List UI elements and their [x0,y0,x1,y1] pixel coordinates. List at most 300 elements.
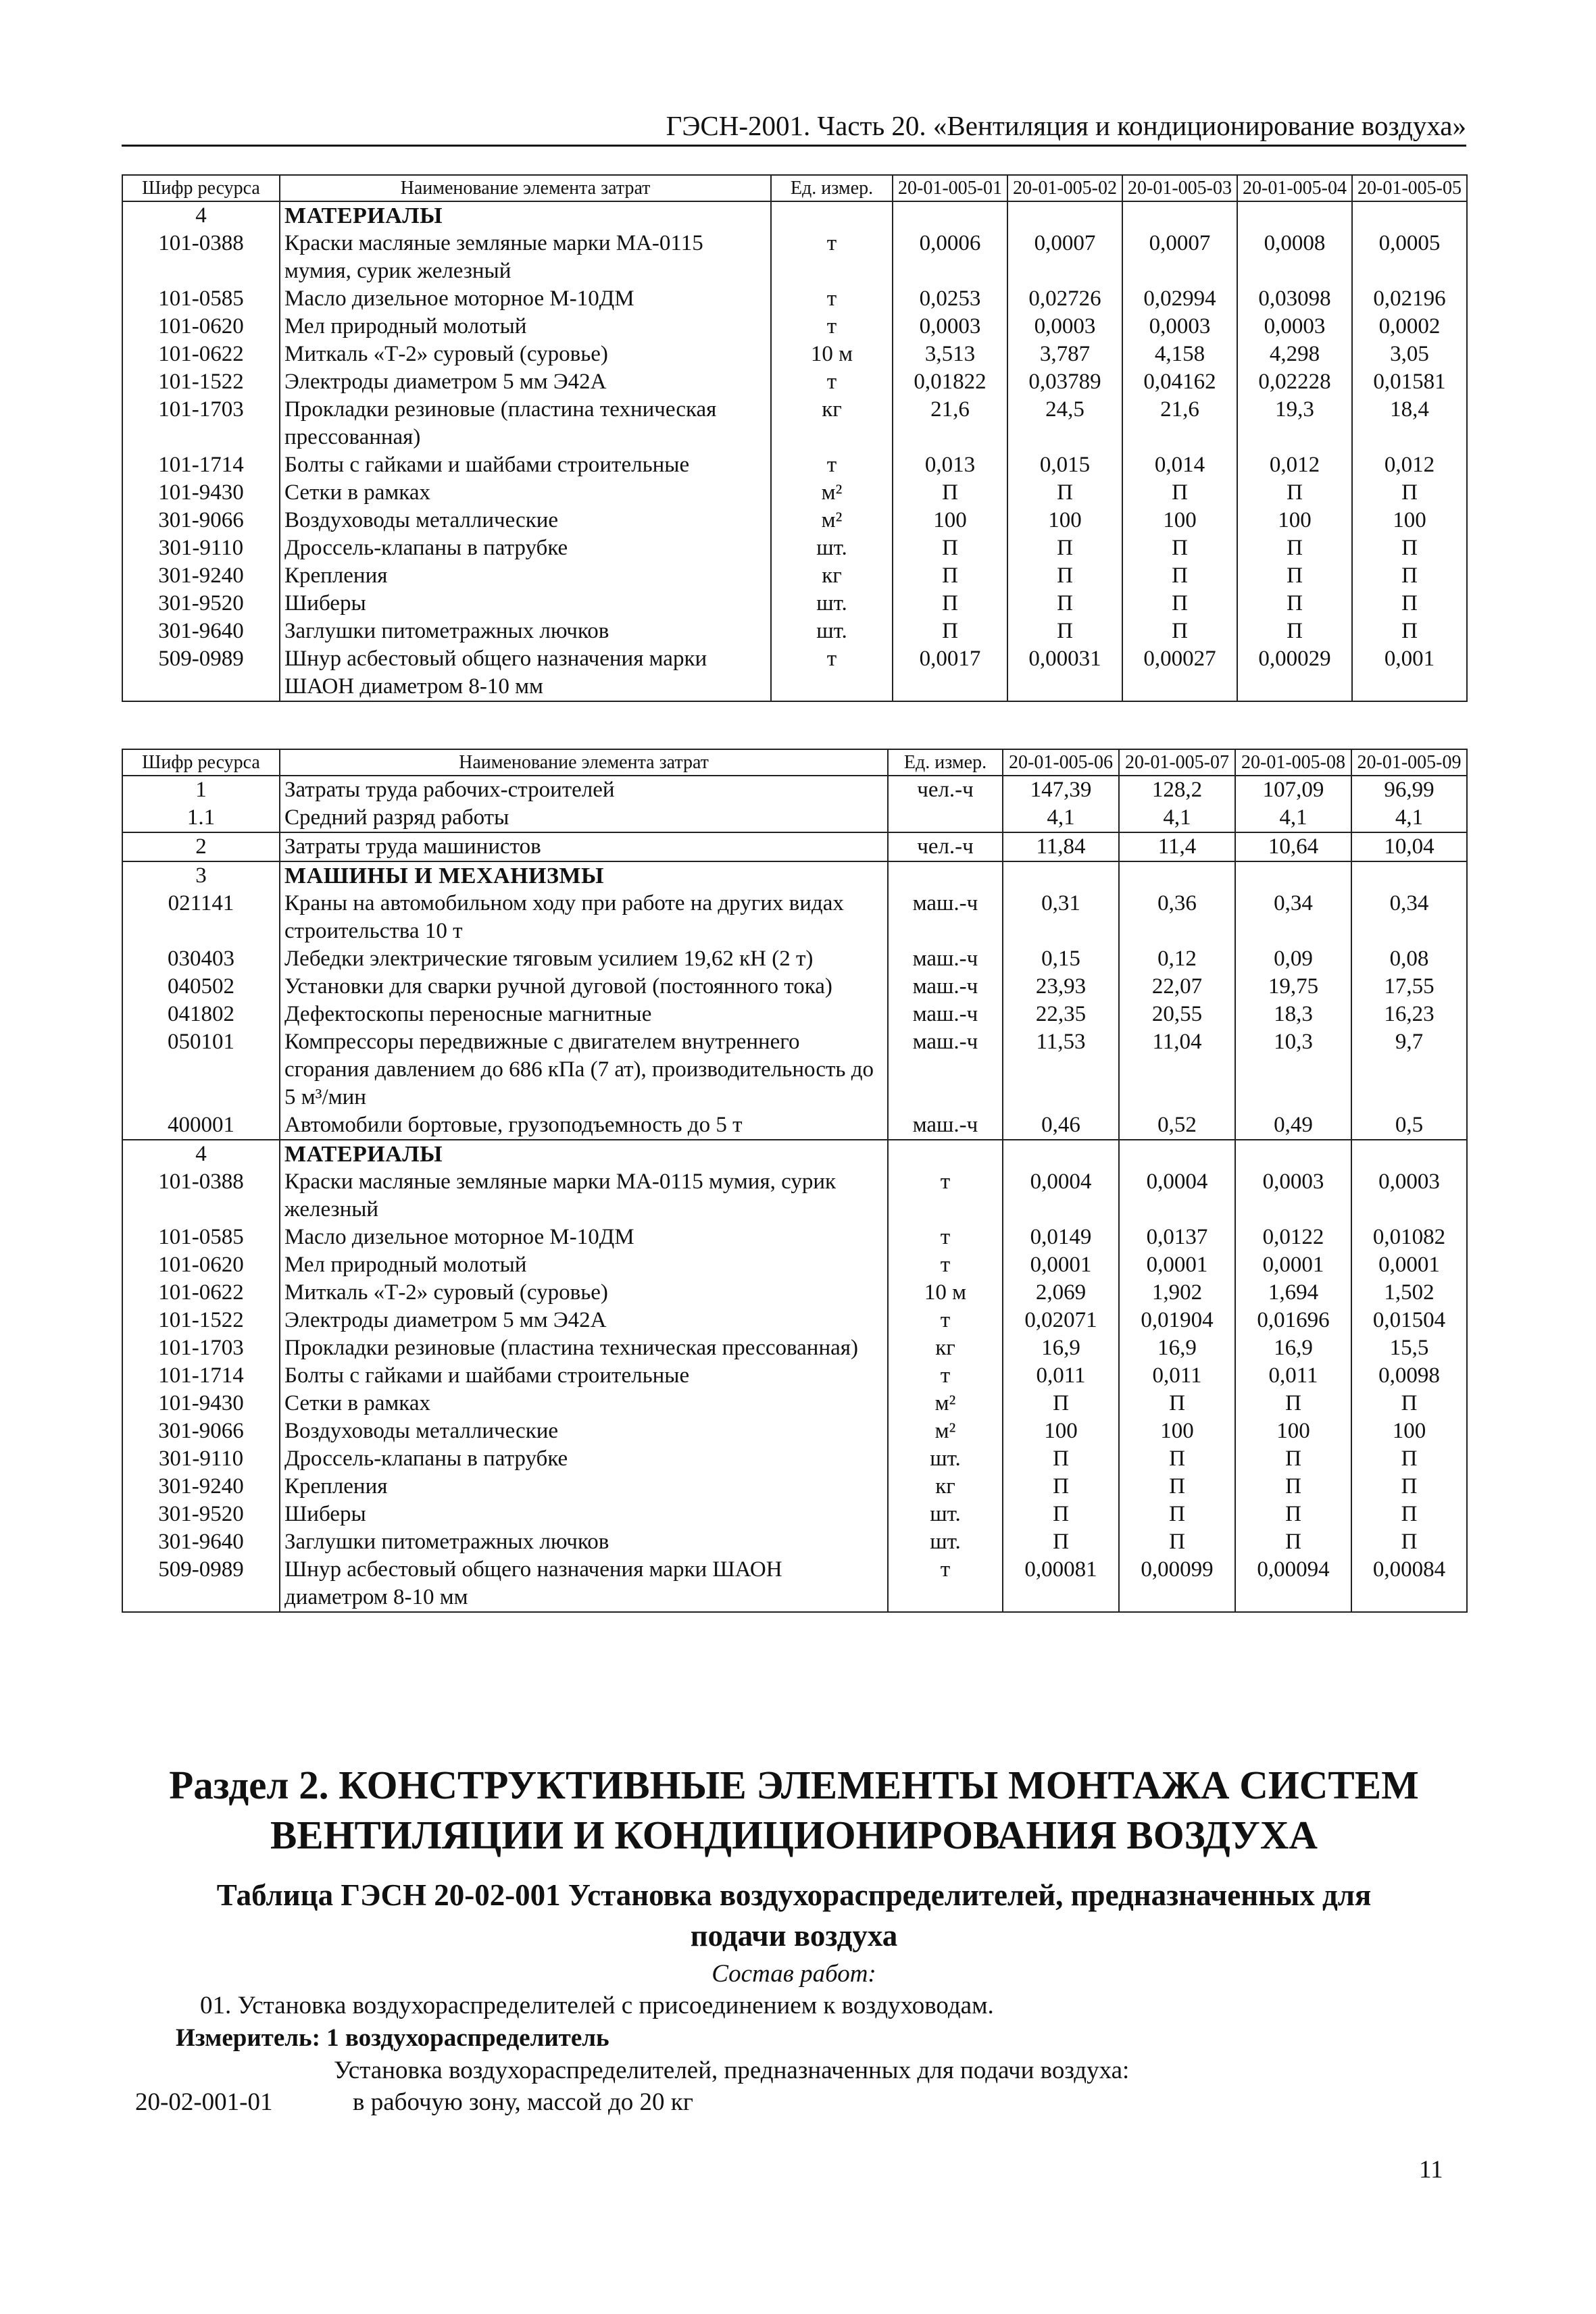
unit-cell: т [771,313,893,341]
value-cell: 0,012 [1237,451,1352,479]
value-cell: 4,298 [1237,341,1352,368]
resource-name: Средний разряд работы [280,804,888,832]
value-cell: 16,23 [1351,1001,1467,1028]
value-cell: 0,09 [1235,945,1351,973]
value-cell: 0,0001 [1351,1251,1467,1279]
unit-cell: т [888,1168,1003,1224]
value-cell: 0,0007 [1007,230,1122,285]
value-cell: П [1122,479,1237,507]
resource-name: Шнур асбестовый общего назначения марки ШАОН диаметром 8-10 мм [280,1556,888,1612]
value-cell: 0,04162 [1122,368,1237,396]
value-cell: 0,0004 [1003,1168,1119,1224]
resource-name: Шиберы [280,590,771,618]
resource-name: Масло дизельное моторное М-10ДМ [280,285,771,313]
resource-name: МАТЕРИАЛЫ [280,1140,888,1168]
table-row [122,645,1467,701]
value-cell: П [1007,534,1122,562]
resource-name: Масло дизельное моторное М-10ДМ [280,1224,888,1251]
value-cell: П [1237,534,1352,562]
value-cell: 0,0253 [893,285,1007,313]
unit-cell: маш.-ч [888,973,1003,1001]
value-cell: 0,0003 [893,313,1007,341]
value-cell: 0,34 [1235,890,1351,945]
value-cell: П [1122,618,1237,645]
unit-cell: м² [888,1417,1003,1445]
unit-cell: кг [888,1473,1003,1501]
column-header: Ед. измер. [771,175,893,201]
value-cell: 0,014 [1122,451,1237,479]
section-title-line-1: Раздел 2. КОНСТРУКТИВНЫЕ ЭЛЕМЕНТЫ МОНТАЖА СИСТЕМ [169,1763,1419,1807]
table-row [122,1556,1467,1612]
unit-cell: кг [888,1334,1003,1362]
value-cell: 0,01082 [1351,1224,1467,1251]
value-cell: П [1119,1390,1235,1417]
resource-code: 101-1522 [122,1307,280,1334]
value-cell [1237,201,1352,230]
resource-name: Краски масляные земляные марки МА-0115 мумия, сурик железный [280,1168,888,1224]
value-cell: 3,513 [893,341,1007,368]
value-cell: 0,12 [1119,945,1235,973]
value-cell: 0,011 [1003,1362,1119,1390]
unit-cell: 10 м [771,341,893,368]
value-cell: 0,52 [1119,1111,1235,1140]
value-cell: 0,00027 [1122,645,1237,701]
resource-name: Прокладки резиновые (пластина техническая прессованная) [280,396,771,451]
unit-cell: кг [771,562,893,590]
unit-cell: т [771,285,893,313]
value-cell [1119,1140,1235,1168]
unit-cell [771,201,893,230]
value-cell: 1,694 [1235,1279,1351,1307]
resource-code: 040502 [122,973,280,1001]
column-header: 20-01-005-06 [1003,749,1119,776]
unit-cell: т [888,1556,1003,1612]
resource-code: 101-9430 [122,479,280,507]
value-cell: 96,99 [1351,776,1467,804]
value-cell: П [1119,1473,1235,1501]
table-row [122,1501,1467,1528]
resource-name: Сетки в рамках [280,1390,888,1417]
table-row [122,1307,1467,1334]
value-cell: 1,502 [1351,1279,1467,1307]
resource-name: Дроссель-клапаны в патрубке [280,1445,888,1473]
table-row [122,1028,1467,1111]
value-cell: П [1003,1501,1119,1528]
value-cell [1351,861,1467,890]
column-header: 20-01-005-05 [1352,175,1467,201]
value-cell: 22,07 [1119,973,1235,1001]
value-cell: П [893,534,1007,562]
unit-cell: т [888,1307,1003,1334]
value-cell: 147,39 [1003,776,1119,804]
measure-line: Измеритель: 1 воздухораспределитель [176,2024,609,2052]
value-cell: 0,02071 [1003,1307,1119,1334]
value-cell: 0,00031 [1007,645,1122,701]
value-cell [1122,201,1237,230]
value-cell [1119,861,1235,890]
table-row [122,1111,1467,1140]
table-title-line-1: Таблица ГЭСН 20-02-001 Установка воздухораспределителей, предназначенных для [216,1878,1372,1912]
composition-item: 01. Установка воздухораспределителей с присоединением к воздуховодам. [200,1992,994,2019]
table-row [122,1224,1467,1251]
value-cell: 0,00099 [1119,1556,1235,1612]
value-cell: 0,0003 [1235,1168,1351,1224]
unit-cell [888,804,1003,832]
value-cell: 100 [1237,507,1352,534]
value-cell: 0,0006 [893,230,1007,285]
table-row [122,890,1467,945]
table-row [122,945,1467,973]
resource-code: 041802 [122,1001,280,1028]
resource-name: Болты с гайками и шайбами строительные [280,1362,888,1390]
unit-cell: т [771,451,893,479]
value-cell: 18,4 [1352,396,1467,451]
unit-cell: шт. [771,618,893,645]
column-header: 20-01-005-08 [1235,749,1351,776]
value-cell: 0,0003 [1007,313,1122,341]
value-cell: 0,00029 [1237,645,1352,701]
resource-code: 509-0989 [122,1556,280,1612]
value-cell: 4,158 [1122,341,1237,368]
value-cell: П [1351,1445,1467,1473]
value-cell [1007,201,1122,230]
resource-code: 101-0622 [122,1279,280,1307]
resource-code: 301-9520 [122,1501,280,1528]
column-header: 20-01-005-02 [1007,175,1122,201]
value-cell: П [1352,479,1467,507]
value-cell: 0,02228 [1237,368,1352,396]
value-cell: 0,5 [1351,1111,1467,1140]
composition-heading: Состав работ: [712,1960,876,1988]
value-cell: 20,55 [1119,1001,1235,1028]
table-row [122,618,1467,645]
resource-name: Краски масляные земляные марки МА-0115 мумия, сурик железный [280,230,771,285]
value-cell: 0,011 [1235,1362,1351,1390]
value-cell: 128,2 [1119,776,1235,804]
value-cell: П [1351,1501,1467,1528]
value-cell: П [1007,562,1122,590]
unit-cell: м² [771,507,893,534]
value-cell: П [893,618,1007,645]
resource-name: Автомобили бортовые, грузоподъемность до 5 т [280,1111,888,1140]
value-cell: 0,0001 [1235,1251,1351,1279]
resource-name: Установки для сварки ручной дуговой (постоянного тока) [280,973,888,1001]
value-cell: 0,02726 [1007,285,1122,313]
value-cell: 21,6 [893,396,1007,451]
resource-name: Миткаль «Т-2» суровый (суровье) [280,341,771,368]
value-cell: 100 [1119,1417,1235,1445]
value-cell: П [1003,1390,1119,1417]
table-row [122,1140,1467,1168]
resource-code: 021141 [122,890,280,945]
value-cell: П [1352,562,1467,590]
resource-name: МАТЕРИАЛЫ [280,201,771,230]
value-cell: 11,4 [1119,832,1235,861]
value-cell: П [1351,1473,1467,1501]
value-cell: 0,0122 [1235,1224,1351,1251]
value-cell: 1,902 [1119,1279,1235,1307]
table-row [122,285,1467,313]
resource-code: 101-1703 [122,396,280,451]
value-cell: П [1351,1528,1467,1556]
column-header: 20-01-005-09 [1351,749,1467,776]
value-cell: 0,31 [1003,890,1119,945]
resource-name: Сетки в рамках [280,479,771,507]
value-cell: П [893,479,1007,507]
value-cell: П [1237,479,1352,507]
value-cell: П [1122,534,1237,562]
resource-code: 101-0585 [122,1224,280,1251]
table-row [122,590,1467,618]
resource-name: Воздуховоды металлические [280,1417,888,1445]
value-cell: 0,001 [1352,645,1467,701]
value-cell: 0,08 [1351,945,1467,973]
resource-code: 301-9066 [122,1417,280,1445]
unit-cell: маш.-ч [888,945,1003,973]
value-cell [1351,1140,1467,1168]
unit-cell: 10 м [888,1279,1003,1307]
installation-heading: Установка воздухораспределителей, предназначенных для подачи воздуха: [334,2057,1130,2084]
value-cell: 16,9 [1003,1334,1119,1362]
table-header-row [122,749,1467,776]
resource-name: Шиберы [280,1501,888,1528]
value-cell: 0,15 [1003,945,1119,973]
resource-code: 101-1703 [122,1334,280,1362]
installation-text: в рабочую зону, массой до 20 кг [353,2088,693,2116]
resource-code: 101-1522 [122,368,280,396]
value-cell: 11,53 [1003,1028,1119,1111]
unit-cell: кг [771,396,893,451]
resource-code: 101-1714 [122,451,280,479]
value-cell: 11,04 [1119,1028,1235,1111]
unit-cell: маш.-ч [888,890,1003,945]
value-cell: 100 [1351,1417,1467,1445]
unit-cell: м² [888,1390,1003,1417]
value-cell: П [1352,590,1467,618]
value-cell: 0,02196 [1352,285,1467,313]
value-cell: 0,00094 [1235,1556,1351,1612]
value-cell: 0,36 [1119,890,1235,945]
resource-name: Заглушки питометражных лючков [280,1528,888,1556]
unit-cell: маш.-ч [888,1001,1003,1028]
resource-code: 3 [122,861,280,890]
resource-name: Крепления [280,562,771,590]
value-cell: П [1235,1445,1351,1473]
table-row [122,368,1467,396]
value-cell: 0,0008 [1237,230,1352,285]
value-cell: 0,0001 [1119,1251,1235,1279]
table-row [122,1001,1467,1028]
value-cell: П [1235,1390,1351,1417]
value-cell: 100 [1122,507,1237,534]
value-cell: 0,0005 [1352,230,1467,285]
resource-code: 101-0622 [122,341,280,368]
unit-cell: чел.-ч [888,832,1003,861]
section-title [122,1760,1466,1860]
resource-name: Дефектоскопы переносные магнитные [280,1001,888,1028]
resource-table-2 [122,749,1468,1613]
column-header: Наименование элемента затрат [280,175,771,201]
value-cell: 4,1 [1235,804,1351,832]
resource-name: Электроды диаметром 5 мм Э42А [280,368,771,396]
value-cell: 100 [1003,1417,1119,1445]
resource-table-1 [122,174,1468,702]
unit-cell: чел.-ч [888,776,1003,804]
value-cell: П [1237,618,1352,645]
table-row [122,1251,1467,1279]
resource-code: 301-9066 [122,507,280,534]
value-cell: 0,0001 [1003,1251,1119,1279]
table-row [122,479,1467,507]
table-row [122,1362,1467,1390]
resource-code: 030403 [122,945,280,973]
value-cell: 0,0003 [1351,1168,1467,1224]
unit-cell [888,1140,1003,1168]
value-cell: 0,01822 [893,368,1007,396]
installation-code: 20-02-001-01 [135,2088,273,2116]
resource-name: Затраты труда рабочих-строителей [280,776,888,804]
resource-code: 1 [122,776,280,804]
value-cell: 0,0003 [1122,313,1237,341]
table-row [122,313,1467,341]
column-header: Ед. измер. [888,749,1003,776]
value-cell: 4,1 [1003,804,1119,832]
table-row [122,776,1467,804]
unit-cell: т [771,230,893,285]
value-cell: 9,7 [1351,1028,1467,1111]
resource-code: 101-0620 [122,1251,280,1279]
value-cell: 100 [893,507,1007,534]
value-cell: 0,0007 [1122,230,1237,285]
table-row [122,1168,1467,1224]
value-cell: 4,1 [1119,804,1235,832]
resource-name: Прокладки резиновые (пластина техническая прессованная) [280,1334,888,1362]
value-cell: 0,0002 [1352,313,1467,341]
value-cell [1003,1140,1119,1168]
resource-code: 4 [122,201,280,230]
resource-code: 101-0388 [122,230,280,285]
unit-cell: шт. [771,590,893,618]
value-cell: П [1119,1528,1235,1556]
value-cell: 100 [1007,507,1122,534]
resource-code: 301-9110 [122,534,280,562]
value-cell: П [1352,534,1467,562]
table-row [122,1528,1467,1556]
value-cell: 10,04 [1351,832,1467,861]
value-cell: 0,34 [1351,890,1467,945]
unit-cell: т [771,645,893,701]
table-title [122,1875,1466,1956]
page-header: ГЭСН-2001. Часть 20. «Вентиляция и кондиционирование воздуха» [122,109,1466,147]
value-cell: П [1007,590,1122,618]
unit-cell: маш.-ч [888,1111,1003,1140]
table-row [122,861,1467,890]
resource-code: 509-0989 [122,645,280,701]
page-number: 11 [1419,2156,1443,2184]
resource-name: Болты с гайками и шайбами строительные [280,451,771,479]
value-cell: 3,787 [1007,341,1122,368]
value-cell: 21,6 [1122,396,1237,451]
table-row [122,201,1467,230]
unit-cell: шт. [888,1445,1003,1473]
resource-code: 1.1 [122,804,280,832]
value-cell: 2,069 [1003,1279,1119,1307]
column-header: 20-01-005-04 [1237,175,1352,201]
value-cell: 100 [1235,1417,1351,1445]
resource-name: Мел природный молотый [280,313,771,341]
table-row [122,396,1467,451]
value-cell: П [1003,1473,1119,1501]
unit-cell: шт. [888,1528,1003,1556]
value-cell: 100 [1352,507,1467,534]
value-cell: П [1119,1501,1235,1528]
value-cell: 18,3 [1235,1001,1351,1028]
resource-name: Электроды диаметром 5 мм Э42А [280,1307,888,1334]
value-cell: 0,012 [1352,451,1467,479]
table-row [122,341,1467,368]
value-cell: 0,01904 [1119,1307,1235,1334]
value-cell: 22,35 [1003,1001,1119,1028]
value-cell: 10,64 [1235,832,1351,861]
value-cell: 11,84 [1003,832,1119,861]
value-cell: 16,9 [1119,1334,1235,1362]
value-cell [1003,861,1119,890]
value-cell: 0,0004 [1119,1168,1235,1224]
value-cell: П [1003,1445,1119,1473]
value-cell: 0,01581 [1352,368,1467,396]
value-cell: 107,09 [1235,776,1351,804]
value-cell: 19,3 [1237,396,1352,451]
resource-code: 2 [122,832,280,861]
value-cell: 3,05 [1352,341,1467,368]
resource-name: Краны на автомобильном ходу при работе на других видах строительства 10 т [280,890,888,945]
value-cell: 0,01696 [1235,1307,1351,1334]
table-row [122,1445,1467,1473]
value-cell [1235,1140,1351,1168]
value-cell: П [893,590,1007,618]
value-cell: П [1007,479,1122,507]
unit-cell: маш.-ч [888,1028,1003,1111]
table-row [122,562,1467,590]
unit-cell: т [888,1362,1003,1390]
table-row [122,832,1467,861]
section-title-line-2: ВЕНТИЛЯЦИИ И КОНДИЦИОНИРОВАНИЯ ВОЗДУХА [270,1813,1318,1857]
column-header: Шифр ресурса [122,749,280,776]
resource-name: Мел природный молотый [280,1251,888,1279]
value-cell: П [1351,1390,1467,1417]
table-row [122,534,1467,562]
value-cell: 0,03789 [1007,368,1122,396]
unit-cell: т [888,1251,1003,1279]
value-cell: 10,3 [1235,1028,1351,1111]
value-cell: П [1122,562,1237,590]
column-header: 20-01-005-03 [1122,175,1237,201]
table-row [122,1473,1467,1501]
value-cell: П [1007,618,1122,645]
table-title-line-2: подачи воздуха [690,1919,898,1953]
unit-cell: т [888,1224,1003,1251]
unit-cell: шт. [771,534,893,562]
value-cell: 0,011 [1119,1362,1235,1390]
column-header: 20-01-005-01 [893,175,1007,201]
value-cell [1352,201,1467,230]
table-row [122,507,1467,534]
value-cell: 0,013 [893,451,1007,479]
value-cell: 24,5 [1007,396,1122,451]
value-cell: 0,00081 [1003,1556,1119,1612]
resource-code: 101-9430 [122,1390,280,1417]
value-cell: 0,49 [1235,1111,1351,1140]
